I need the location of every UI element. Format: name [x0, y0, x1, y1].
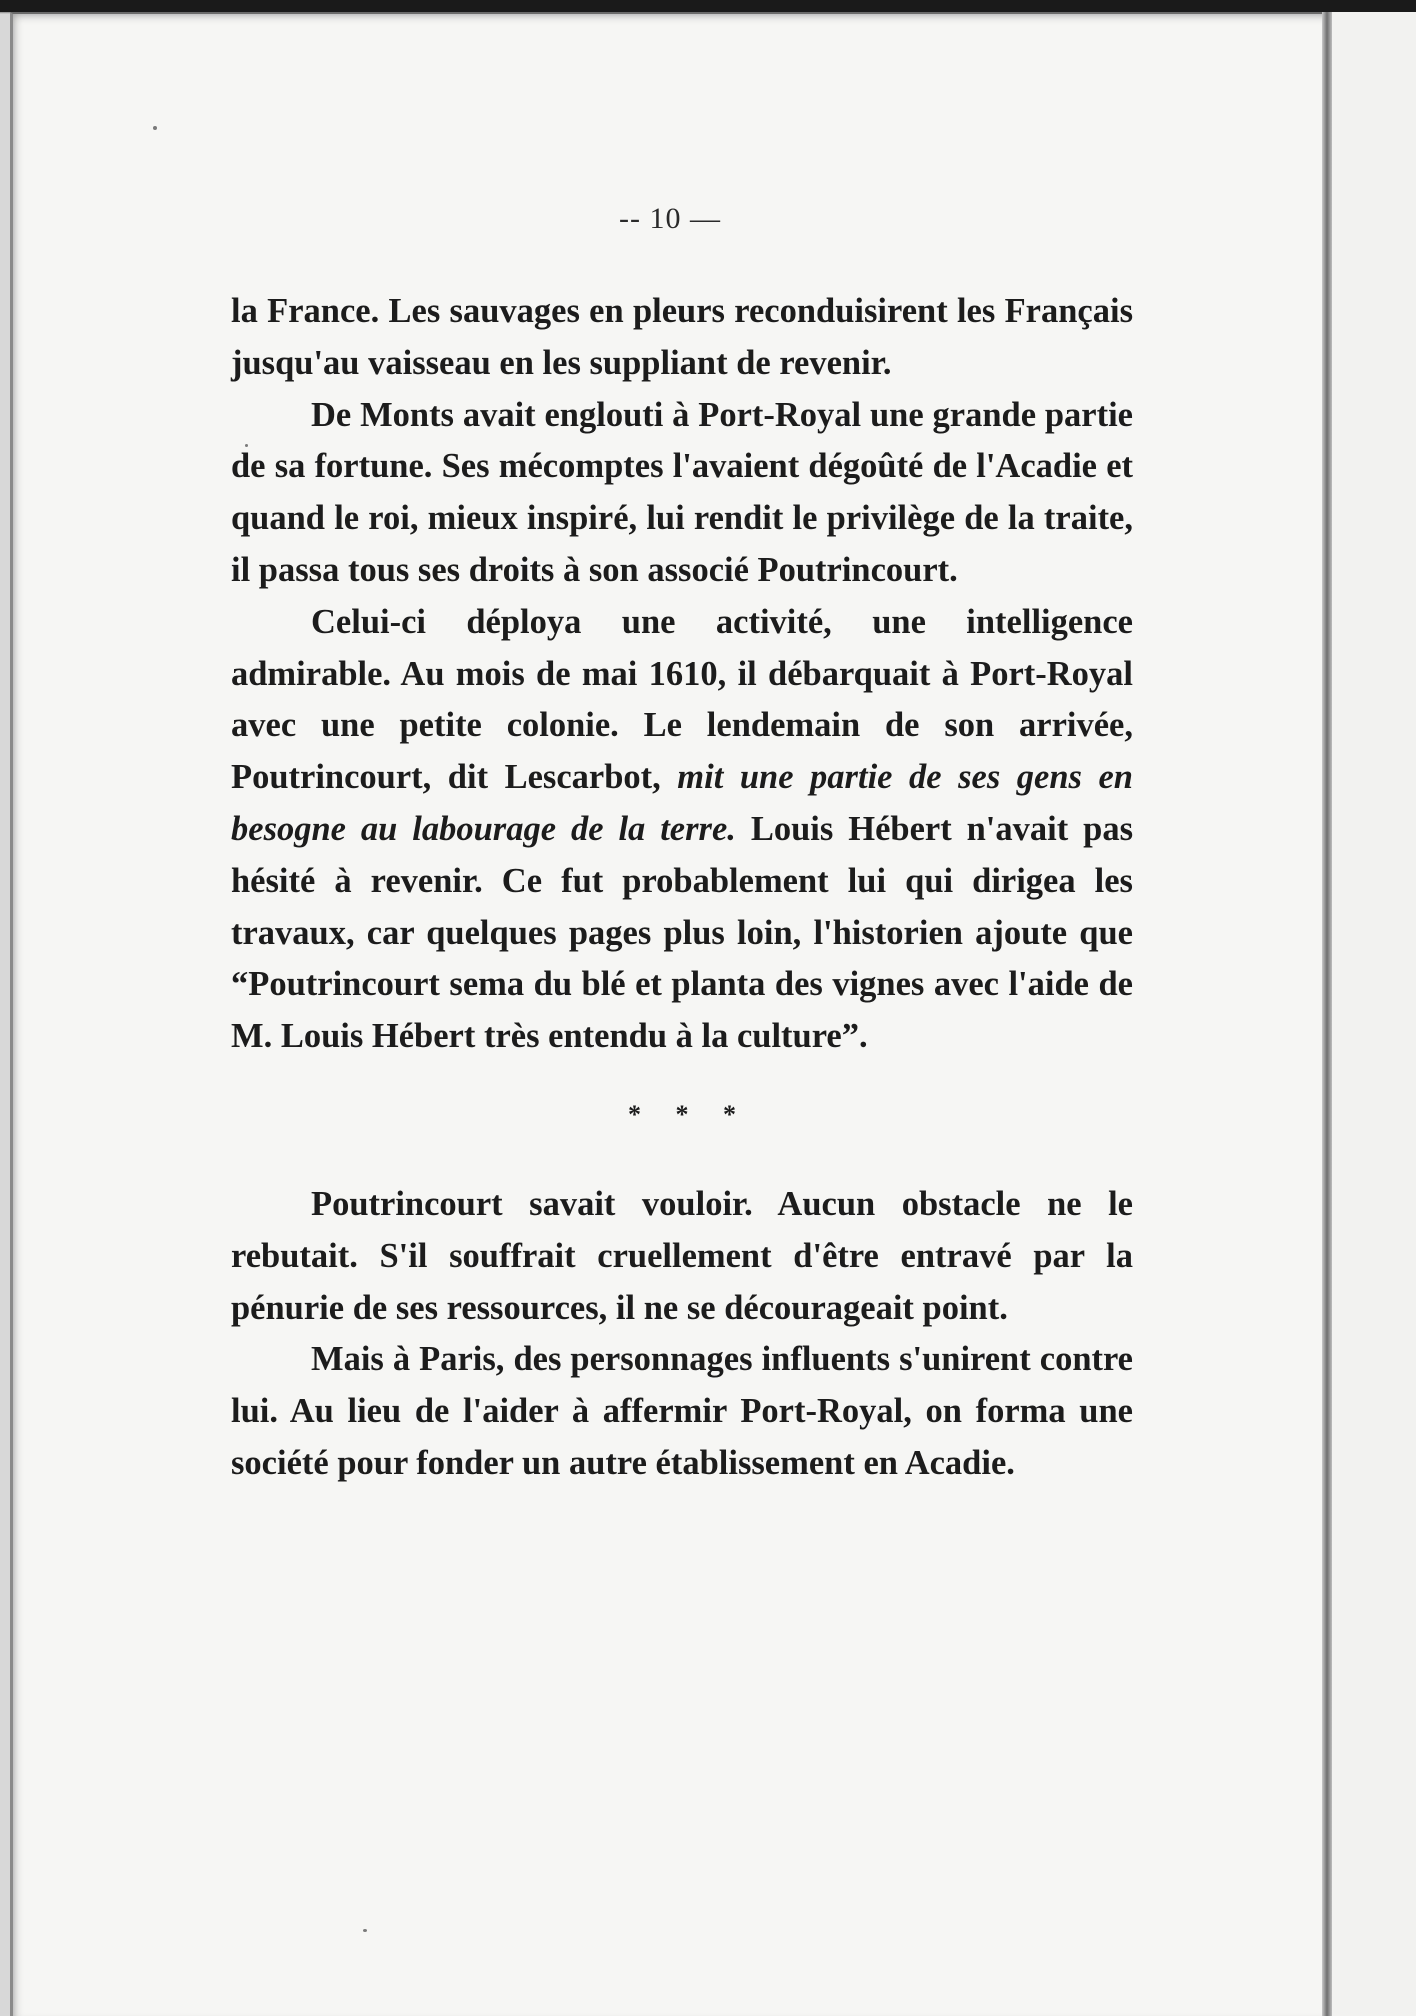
section-separator: * * *: [628, 1099, 750, 1129]
paper-speck: [153, 126, 157, 130]
lescarbot-quote: mit une partie de ses gens en besogne au labourage de la terre.: [231, 758, 1133, 848]
paper-speck: [363, 1929, 367, 1932]
paragraph-3-end: Louis Hébert n'avait pas hésité à revenir. Ce fut probablement lui qui dirigea les travaux, car quelques pages plus loin, l'historien ajoute que “Poutrincourt sema du blé et planta des vignes avec l'aide de M. Louis Hébert très entendu à la culture”.: [231, 809, 1134, 1056]
book-gutter: [1322, 12, 1332, 2016]
page-sheet: [10, 12, 1327, 2016]
page-number: -- 10 —: [619, 202, 721, 235]
paragraph-3-start: Celui-ci déploya une activité, une intelligence admirable. Au mois de mai 1610, il débarquait à Port-Royal avec une petite colonie. Le lendemain de son arrivée, Poutrincourt, dit Lescarbot,: [231, 602, 1133, 797]
paragraph-2: De Monts avait englouti à Port-Royal une grande partie de sa fortune. Ses mécomptes l'avaient dégoûté de l'Acadie et quand le roi, mieux inspiré, lui rendit le privilège de la traite, il passa tous ses droits à son associé Poutrincourt.: [231, 395, 1133, 589]
body-text: [231, 286, 1133, 1490]
scanner-edge: [0, 0, 1416, 12]
paragraph-4: Poutrincourt savait vouloir. Aucun obstacle ne le rebutait. S'il souffrait cruellement d'être entravé par la pénurie de ses ressources, il ne se décourageait point.: [231, 1184, 1133, 1327]
facing-page-edge: [1332, 12, 1416, 2016]
paragraph-3: [231, 597, 1133, 1063]
paper-speck: [245, 444, 248, 447]
paragraph-1: la France. Les sauvages en pleurs reconduisirent les Français jusqu'au vaisseau en les suppliant de revenir.: [231, 292, 1133, 382]
paragraph-5: Mais à Paris, des personnages influents s'unirent contre lui. Au lieu de l'aider à affermir Port-Royal, on forma une société pour fonder un autre établissement en Acadie.: [231, 1340, 1133, 1482]
